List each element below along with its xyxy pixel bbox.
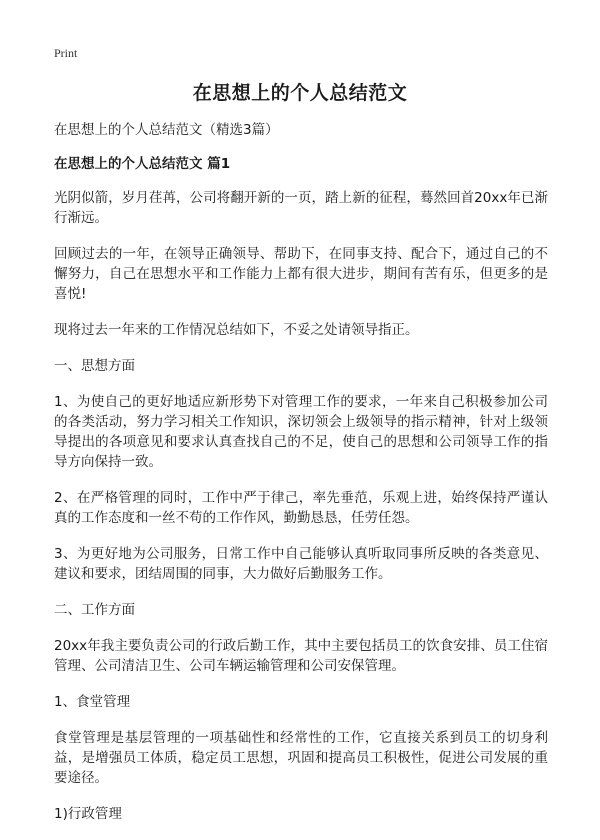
subheading: 1、食堂管理	[54, 694, 131, 710]
document-title: 在思想上的个人总结范文	[192, 82, 408, 104]
document-body	[54, 120, 548, 840]
paragraph: 现将过去一年来的工作情况总结如下，不妥之处请领导指正。	[54, 322, 419, 338]
document-subtitle: 在思想上的个人总结范文（精选3篇）	[54, 122, 279, 138]
paragraph: 20xx年我主要负责公司的行政后勤工作，其中主要包括员工的饮食安排、员工住宿管理、公司清洁卫生、公司车辆运输管理和公司安保管理。	[54, 638, 548, 674]
print-label: Print	[54, 46, 78, 60]
paragraph: 回顾过去的一年，在领导正确领导、帮助下，在同事支持、配合下，通过自己的不懈努力，自己在思想水平和工作能力上都有很大进步，期间有苦有乐，但更多的是喜悦!	[54, 246, 548, 302]
subheading: 1)行政管理	[54, 806, 122, 822]
paragraph: 2、在严格管理的同时，工作中严于律己，率先垂范，乐观上进，始终保持严谨认真的工作态度和一丝不苟的工作作风，勤勤恳恳，任劳任怨。	[54, 490, 548, 526]
paragraph: 3、为更好地为公司服务，日常工作中自己能够认真听取同事所反映的各类意见、建议和要求，团结周围的同事，大力做好后勤服务工作。	[54, 546, 548, 582]
subheading: 二、工作方面	[54, 602, 135, 618]
paragraph: 1、为使自己的更好地适应新形势下对管理工作的要求，一年来自己积极参加公司的各类活动，努力学习相关工作知识，深切领会上级领导的指示精神，针对上级领导提出的各项意见和要求认真查找自己的不足，使自己的思想和公司领导工作的指导方向保持一致。	[54, 394, 548, 470]
paragraph: 光阴似箭，岁月荏苒，公司将翻开新的一页，踏上新的征程，蓦然回首20xx年已渐行渐远。	[54, 190, 548, 226]
section-heading: 在思想上的个人总结范文 篇1	[54, 156, 231, 172]
subheading: 一、思想方面	[54, 358, 135, 374]
paragraph: 食堂管理是基层管理的一项基础性和经常性的工作，它直接关系到员工的切身利益，是增强员工体质，稳定员工思想，巩固和提高员工积极性，促进公司发展的重要途径。	[54, 730, 548, 786]
